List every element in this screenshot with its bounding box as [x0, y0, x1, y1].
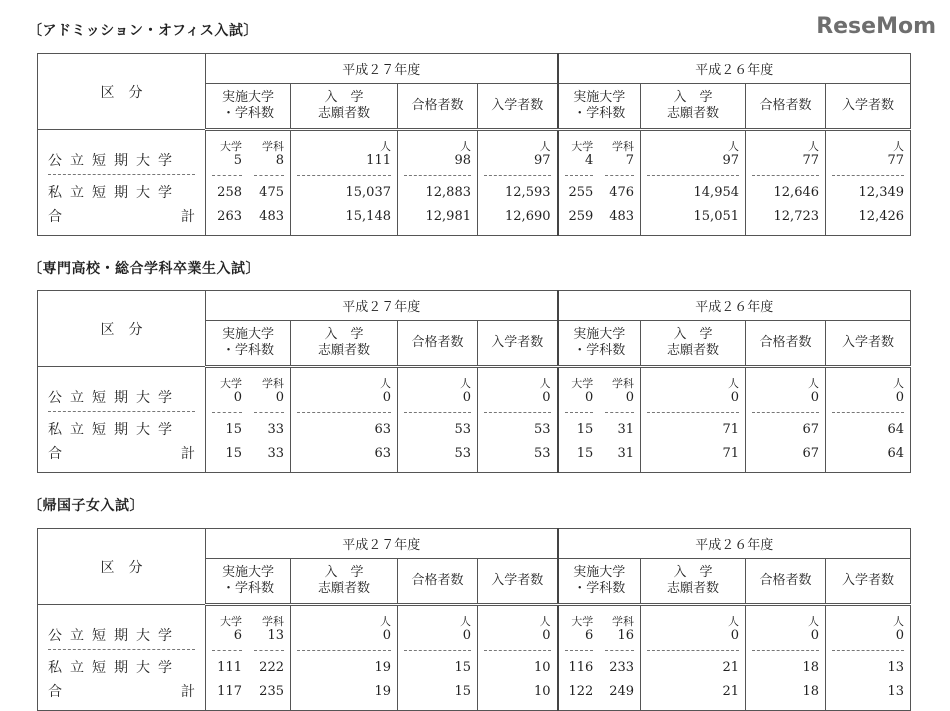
- value-public: 0: [730, 628, 740, 643]
- count-cell: [398, 605, 478, 711]
- column-header: 実施大学 ・学科数: [558, 84, 641, 130]
- dotted-divider: [832, 650, 904, 651]
- dotted-divider: [605, 175, 634, 176]
- resemom-watermark-logo: ReseMom: [816, 14, 936, 39]
- dotted-divider: [647, 650, 739, 651]
- total-char-last: 計: [181, 209, 195, 225]
- column-header: 入学者数: [826, 84, 911, 130]
- total-char-first: 合: [48, 684, 62, 700]
- column-header: 入学者数: [478, 84, 558, 130]
- value-total: 64: [887, 446, 905, 461]
- value-private: 64: [887, 422, 905, 437]
- count-cell: [478, 605, 558, 711]
- year-header-h26: 平成２６年度: [558, 529, 911, 559]
- unit-label: 人: [380, 140, 391, 153]
- count-cell: [746, 605, 826, 711]
- value-total: 15,148: [345, 209, 391, 224]
- value-total: 15: [225, 446, 242, 461]
- value-public: 0: [584, 390, 594, 405]
- unit-label: 人: [380, 615, 391, 628]
- value-public: 0: [895, 390, 905, 405]
- dotted-divider: [752, 175, 819, 176]
- value-total: 21: [722, 684, 740, 699]
- value-total: 71: [722, 446, 740, 461]
- dotted-divider: [404, 412, 471, 413]
- unit-label: 人: [893, 615, 905, 628]
- univ-dept-count-cell: [558, 605, 641, 711]
- column-header: 入 学 志願者数: [641, 559, 746, 605]
- dotted-divider: [48, 649, 195, 650]
- unit-label: 学科: [612, 615, 635, 628]
- dotted-divider: [48, 411, 195, 412]
- value-public: 16: [617, 628, 635, 643]
- dotted-divider: [212, 412, 242, 413]
- value-private: 19: [374, 660, 391, 675]
- unit-label: 人: [539, 615, 551, 628]
- kubun-label: 区 分: [100, 321, 143, 338]
- count-cell: [478, 367, 558, 473]
- count-cell: [398, 130, 478, 236]
- dotted-divider: [752, 412, 819, 413]
- dotted-divider: [297, 650, 391, 651]
- value-total: 259: [568, 209, 594, 224]
- value-private: 21: [722, 660, 740, 675]
- univ-dept-count-cell: [558, 130, 641, 236]
- value-private: 116: [568, 660, 594, 675]
- total-char-last: 計: [181, 446, 195, 462]
- count-cell: [746, 130, 826, 236]
- unit-label: 大学: [571, 377, 594, 390]
- value-total: 31: [617, 446, 635, 461]
- value-total: 67: [802, 446, 820, 461]
- unit-label: 大学: [220, 615, 242, 628]
- value-private: 10: [533, 660, 551, 675]
- dotted-divider: [404, 650, 471, 651]
- value-total: 12,426: [858, 209, 905, 224]
- value-total: 53: [533, 446, 551, 461]
- value-total: 53: [454, 446, 471, 461]
- row-label-total: [48, 445, 195, 463]
- value-public: 7: [625, 153, 635, 168]
- section-title: 〔アドミッション・オフィス入試〕: [28, 23, 258, 39]
- unit-label: 人: [539, 377, 551, 390]
- value-total: 19: [374, 684, 391, 699]
- value-public: 97: [722, 153, 740, 168]
- value-private: 222: [259, 660, 284, 675]
- value-private: 111: [217, 660, 242, 675]
- value-private: 53: [454, 422, 471, 437]
- value-private: 33: [267, 422, 284, 437]
- count-cell: [826, 367, 911, 473]
- dotted-divider: [832, 175, 904, 176]
- column-header: 実施大学 ・学科数: [206, 84, 291, 130]
- dotted-divider: [254, 650, 284, 651]
- year-header-h26: 平成２６年度: [558, 291, 911, 321]
- value-public: 0: [233, 390, 242, 405]
- value-private: 15: [576, 422, 594, 437]
- column-header: 合格者数: [746, 84, 826, 130]
- kubun-header: [38, 54, 206, 130]
- value-total: 13: [887, 684, 905, 699]
- dotted-divider: [404, 175, 471, 176]
- count-cell: [641, 367, 746, 473]
- value-total: 12,981: [425, 209, 471, 224]
- row-labels: [38, 130, 206, 236]
- dotted-divider: [48, 174, 195, 175]
- column-header: 入 学 志願者数: [291, 84, 398, 130]
- total-char-first: 合: [48, 209, 62, 225]
- dotted-divider: [605, 412, 634, 413]
- column-header: 入 学 志願者数: [291, 559, 398, 605]
- value-total: 18: [802, 684, 820, 699]
- value-private: 31: [617, 422, 635, 437]
- unit-label: 人: [893, 377, 905, 390]
- value-public: 0: [542, 628, 551, 643]
- column-header: 入学者数: [478, 559, 558, 605]
- count-cell: [478, 130, 558, 236]
- unit-label: 学科: [262, 140, 284, 153]
- section-title: 〔専門高校・総合学科卒業生入試〕: [28, 261, 260, 277]
- count-cell: [291, 130, 398, 236]
- count-cell: [746, 367, 826, 473]
- dotted-divider: [212, 650, 242, 651]
- count-cell: [291, 605, 398, 711]
- unit-label: 大学: [571, 140, 594, 153]
- dotted-divider: [647, 412, 739, 413]
- value-public: 0: [382, 390, 391, 405]
- count-cell: [291, 367, 398, 473]
- column-header: 実施大学 ・学科数: [558, 559, 641, 605]
- unit-label: 学科: [262, 377, 284, 390]
- kubun-label: 区 分: [100, 559, 143, 576]
- year-header-h26: 平成２６年度: [558, 54, 911, 84]
- dotted-divider: [212, 175, 242, 176]
- column-header: 入 学 志願者数: [641, 321, 746, 367]
- unit-label: 人: [728, 140, 740, 153]
- value-private: 12,349: [858, 185, 905, 200]
- count-cell: [826, 130, 911, 236]
- univ-dept-count-cell: [206, 605, 291, 711]
- value-total: 249: [609, 684, 635, 699]
- column-header: 入学者数: [826, 321, 911, 367]
- value-private: 258: [217, 185, 242, 200]
- year-header-h27: 平成２７年度: [206, 529, 558, 559]
- value-public: 4: [584, 153, 594, 168]
- row-label-total: [48, 208, 195, 226]
- column-header: 合格者数: [746, 559, 826, 605]
- value-private: 14,954: [693, 185, 740, 200]
- value-total: 33: [267, 446, 284, 461]
- year-header-h27: 平成２７年度: [206, 54, 558, 84]
- unit-label: 人: [460, 615, 471, 628]
- value-total: 263: [217, 209, 242, 224]
- value-private: 12,646: [773, 185, 820, 200]
- total-char-last: 計: [181, 684, 195, 700]
- value-total: 10: [533, 684, 551, 699]
- value-total: 15: [576, 446, 594, 461]
- value-private: 15: [225, 422, 242, 437]
- column-header: 合格者数: [398, 559, 478, 605]
- value-public: 8: [275, 153, 284, 168]
- dotted-divider: [297, 175, 391, 176]
- dotted-divider: [752, 650, 819, 651]
- value-total: 15: [454, 684, 471, 699]
- total-char-first: 合: [48, 446, 62, 462]
- unit-label: 学科: [612, 140, 635, 153]
- kubun-header: [38, 529, 206, 605]
- count-cell: [641, 130, 746, 236]
- value-private: 255: [568, 185, 594, 200]
- kubun-header: [38, 291, 206, 367]
- value-public: 5: [233, 153, 242, 168]
- value-total: 483: [259, 209, 284, 224]
- value-public: 111: [366, 153, 391, 168]
- unit-label: 人: [893, 140, 905, 153]
- dotted-divider: [484, 175, 551, 176]
- column-header: 入 学 志願者数: [291, 321, 398, 367]
- column-header: 実施大学 ・学科数: [206, 321, 291, 367]
- value-public: 0: [542, 390, 551, 405]
- dotted-divider: [254, 412, 284, 413]
- value-public: 13: [267, 628, 284, 643]
- row-label-public: 公立短期大学: [48, 153, 180, 169]
- dotted-divider: [484, 412, 551, 413]
- value-total: 63: [374, 446, 391, 461]
- section-title: 〔帰国子女入試〕: [28, 498, 144, 514]
- unit-label: 学科: [612, 377, 635, 390]
- dotted-divider: [647, 175, 739, 176]
- unit-label: 人: [380, 377, 391, 390]
- value-total: 15,051: [693, 209, 740, 224]
- value-public: 0: [275, 390, 284, 405]
- value-public: 97: [533, 153, 551, 168]
- univ-dept-count-cell: [206, 130, 291, 236]
- column-header: 実施大学 ・学科数: [206, 559, 291, 605]
- column-header: 実施大学 ・学科数: [558, 321, 641, 367]
- unit-label: 大学: [220, 377, 242, 390]
- year-header-h27: 平成２７年度: [206, 291, 558, 321]
- unit-label: 大学: [220, 140, 242, 153]
- row-label-public: 公立短期大学: [48, 390, 180, 406]
- column-header: 入学者数: [826, 559, 911, 605]
- column-header: 合格者数: [398, 321, 478, 367]
- unit-label: 大学: [571, 615, 594, 628]
- kubun-label: 区 分: [100, 84, 143, 101]
- value-private: 15,037: [345, 185, 391, 200]
- value-public: 0: [810, 390, 820, 405]
- value-private: 475: [259, 185, 284, 200]
- value-public: 77: [887, 153, 905, 168]
- value-private: 15: [454, 660, 471, 675]
- value-total: 117: [217, 684, 242, 699]
- value-public: 0: [382, 628, 391, 643]
- value-private: 12,593: [505, 185, 551, 200]
- value-total: 122: [568, 684, 594, 699]
- value-private: 18: [802, 660, 820, 675]
- value-public: 98: [454, 153, 471, 168]
- dotted-divider: [254, 175, 284, 176]
- column-header: 入 学 志願者数: [641, 84, 746, 130]
- dotted-divider: [832, 412, 904, 413]
- row-label-private: 私立短期大学: [48, 660, 180, 676]
- row-labels: [38, 605, 206, 711]
- value-public: 77: [802, 153, 820, 168]
- stats-table: [37, 290, 911, 473]
- count-cell: [398, 367, 478, 473]
- value-private: 233: [609, 660, 635, 675]
- unit-label: 人: [728, 377, 740, 390]
- value-total: 12,723: [773, 209, 820, 224]
- unit-label: 人: [460, 140, 471, 153]
- value-public: 0: [462, 628, 471, 643]
- column-header: 入学者数: [478, 321, 558, 367]
- value-private: 476: [609, 185, 635, 200]
- value-public: 6: [233, 628, 242, 643]
- dotted-divider: [297, 412, 391, 413]
- dotted-divider: [565, 175, 594, 176]
- value-total: 483: [609, 209, 635, 224]
- univ-dept-count-cell: [206, 367, 291, 473]
- value-total: 12,690: [505, 209, 551, 224]
- column-header: 合格者数: [398, 84, 478, 130]
- value-public: 0: [625, 390, 635, 405]
- value-public: 0: [730, 390, 740, 405]
- unit-label: 人: [808, 140, 820, 153]
- dotted-divider: [605, 650, 634, 651]
- dotted-divider: [565, 412, 594, 413]
- univ-dept-count-cell: [558, 367, 641, 473]
- unit-label: 学科: [262, 615, 284, 628]
- value-public: 0: [462, 390, 471, 405]
- value-public: 6: [584, 628, 594, 643]
- count-cell: [641, 605, 746, 711]
- value-private: 71: [722, 422, 740, 437]
- stats-table: [37, 53, 911, 236]
- value-public: 0: [810, 628, 820, 643]
- row-label-total: [48, 683, 195, 701]
- column-header: 合格者数: [746, 321, 826, 367]
- value-public: 0: [895, 628, 905, 643]
- row-label-private: 私立短期大学: [48, 185, 180, 201]
- stats-table: [37, 528, 911, 711]
- unit-label: 人: [539, 140, 551, 153]
- value-private: 13: [887, 660, 905, 675]
- unit-label: 人: [728, 615, 740, 628]
- value-private: 53: [533, 422, 551, 437]
- value-private: 63: [374, 422, 391, 437]
- dotted-divider: [565, 650, 594, 651]
- unit-label: 人: [808, 377, 820, 390]
- unit-label: 人: [808, 615, 820, 628]
- row-labels: [38, 367, 206, 473]
- count-cell: [826, 605, 911, 711]
- dotted-divider: [484, 650, 551, 651]
- value-private: 67: [802, 422, 820, 437]
- value-total: 235: [259, 684, 284, 699]
- value-private: 12,883: [425, 185, 471, 200]
- unit-label: 人: [460, 377, 471, 390]
- row-label-private: 私立短期大学: [48, 422, 180, 438]
- row-label-public: 公立短期大学: [48, 628, 180, 644]
